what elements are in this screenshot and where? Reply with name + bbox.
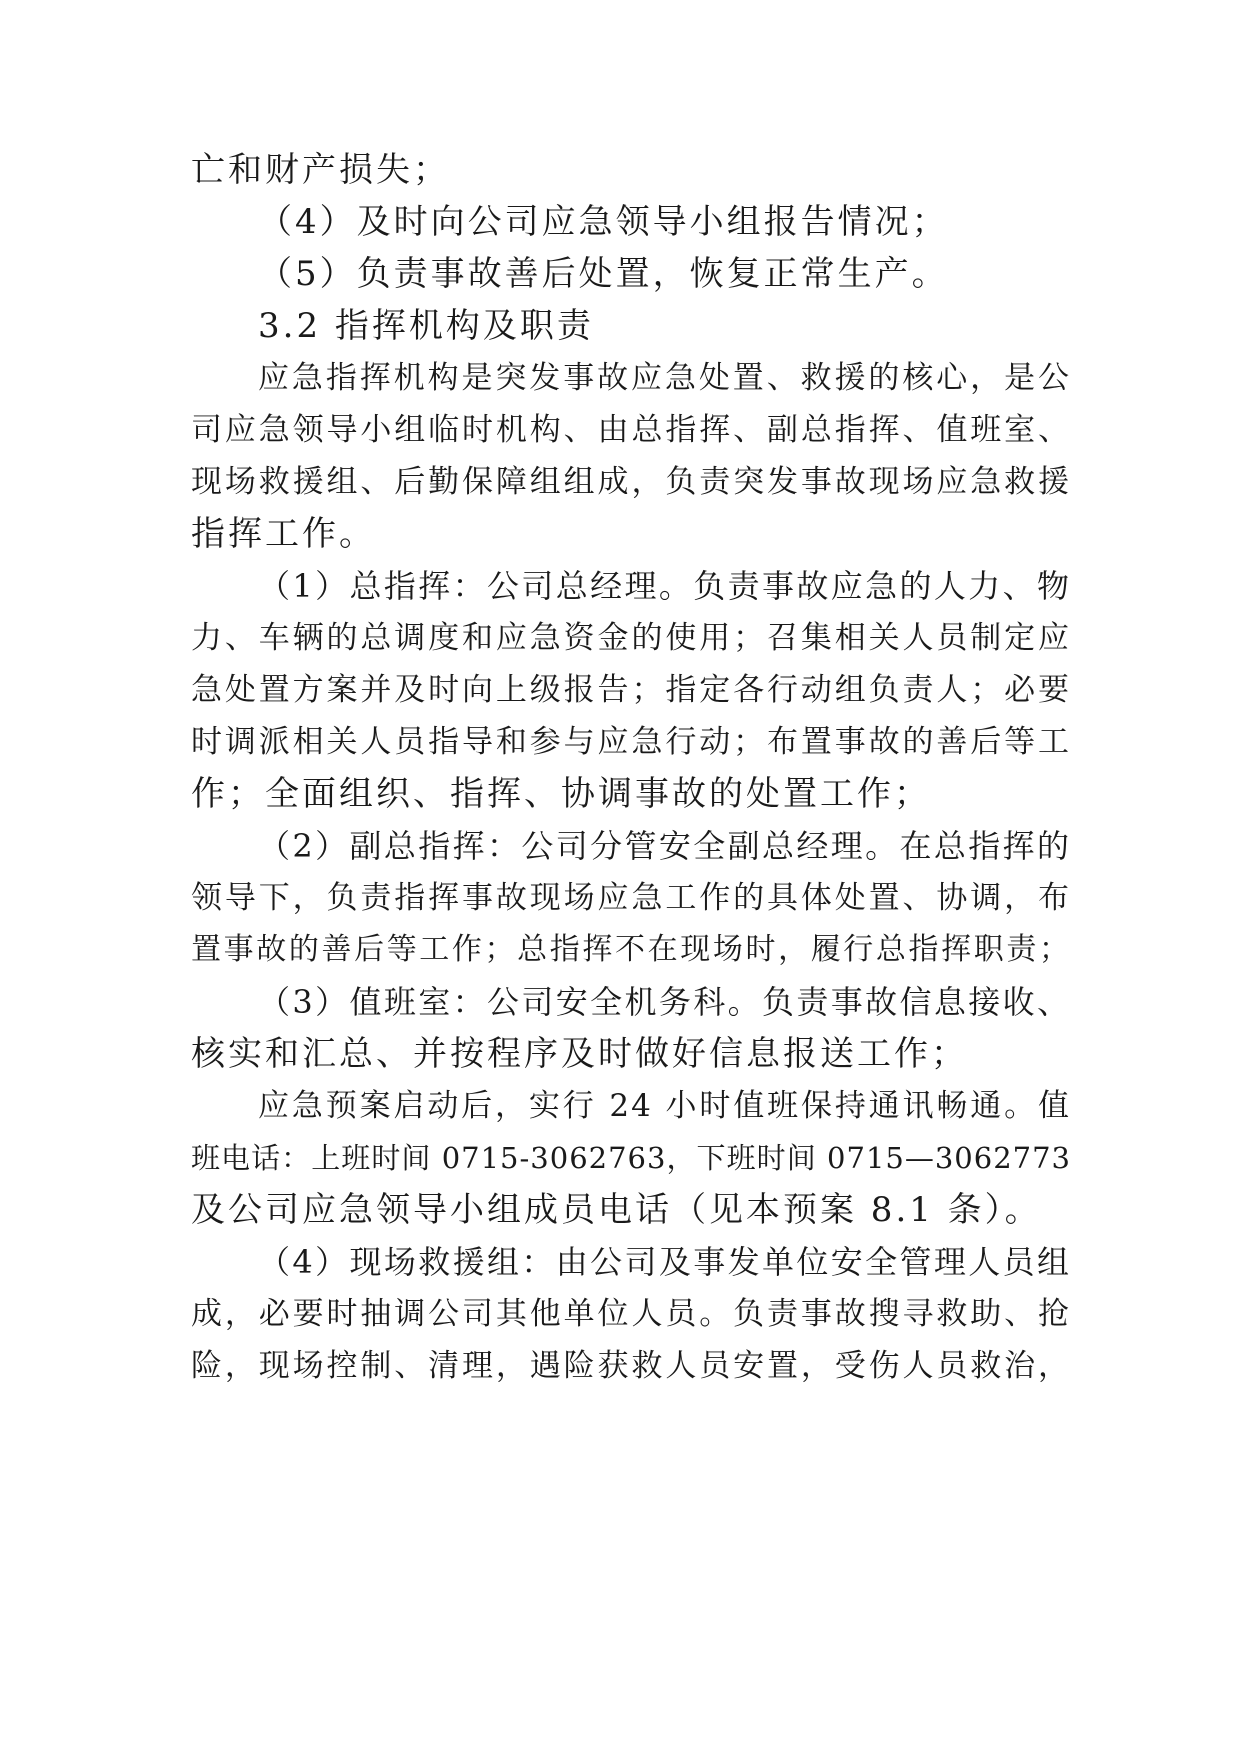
- text-line-18: 核实和汇总、并按程序及时做好信息报送工作；: [191, 1034, 968, 1074]
- text-line-12: 时调派相关人员指导和参与应急行动；布置事故的善后等工: [191, 724, 1071, 760]
- text-line-2: （4）及时向公司应急领导小组报告情况；: [258, 202, 949, 242]
- text-line-22: （4）现场救援组：由公司及事发单位安全管理人员组: [258, 1243, 1071, 1281]
- text-line-19: 应急预案启动后，实行 24 小时值班保持通讯畅通。值: [258, 1088, 1071, 1124]
- text-line-10: 力、车辆的总调度和应急资金的使用；召集相关人员制定应: [191, 620, 1071, 656]
- section-heading: 3.2 指挥机构及职责: [258, 306, 594, 346]
- text-line-15: 领导下，负责指挥事故现场应急工作的具体处置、协调，布: [191, 880, 1071, 916]
- text-line-1: 亡和财产损失；: [191, 150, 450, 190]
- text-line-24: 险，现场控制、清理，遇险获救人员安置，受伤人员救治，: [191, 1348, 1071, 1384]
- text-line-17: （3）值班室：公司安全机务科。负责事故信息接收、: [258, 983, 1071, 1021]
- text-line-6: 司应急领导小组临时机构、由总指挥、副总指挥、值班室、: [191, 412, 1071, 448]
- text-line-3: （5）负责事故善后处置，恢复正常生产。: [258, 254, 949, 294]
- text-line-20: 班电话：上班时间 0715-3062763，下班时间 0715—3062773: [191, 1141, 1071, 1175]
- text-line-9: （1）总指挥：公司总经理。负责事故应急的人力、物: [258, 567, 1071, 605]
- text-line-7: 现场救援组、后勤保障组组成，负责突发事故现场应急救援: [191, 464, 1071, 500]
- text-line-11: 急处置方案并及时向上级报告；指定各行动组负责人；必要: [191, 672, 1071, 708]
- text-line-13: 作；全面组织、指挥、协调事故的处置工作；: [191, 774, 931, 814]
- text-line-8: 指挥工作。: [191, 514, 376, 554]
- text-line-14: （2）副总指挥：公司分管安全副总经理。在总指挥的: [258, 827, 1071, 865]
- text-line-23: 成，必要时抽调公司其他单位人员。负责事故搜寻救助、抢: [191, 1296, 1071, 1332]
- text-line-16: 置事故的善后等工作；总指挥不在现场时，履行总指挥职责；: [191, 932, 1071, 967]
- text-line-21: 及公司应急领导小组成员电话（见本预案 8.1 条）。: [191, 1190, 1042, 1230]
- text-line-5: 应急指挥机构是突发事故应急处置、救援的核心，是公: [258, 360, 1071, 396]
